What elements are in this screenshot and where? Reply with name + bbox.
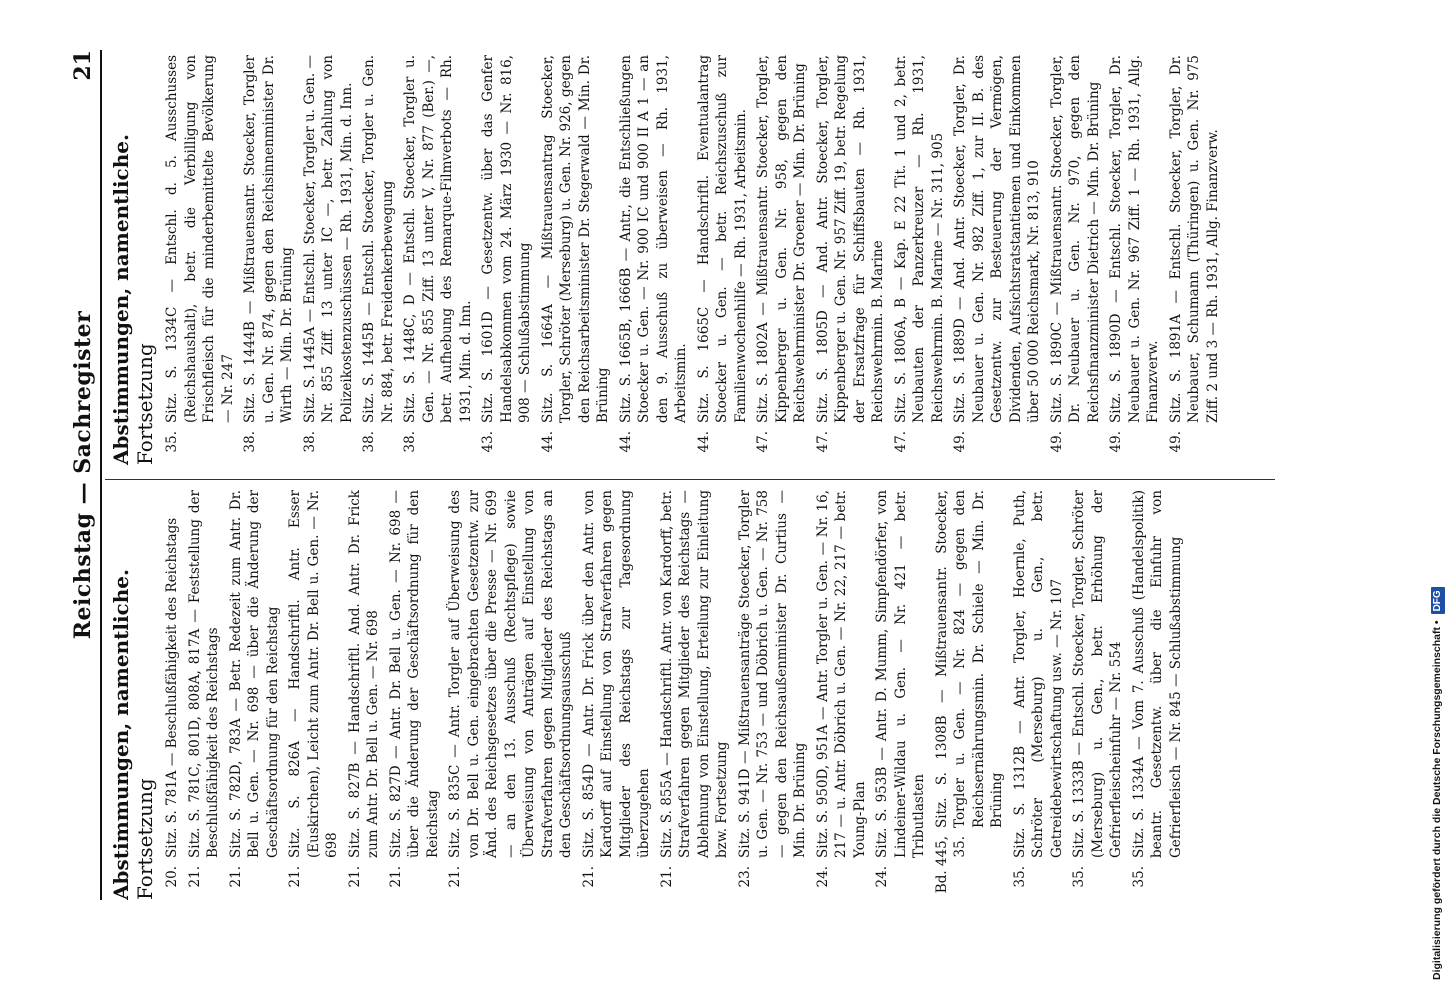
entry-text: Sitz. S. 1889D — And. Antr. Stoecker, Torgler, Dr. Neubauer u. Gen. Nr. 982 Ziff. 1, zur II. B. des Gesetzentw. zur Besteuerung der Vermögen, Dividenden, Aufsichtsratstantiemen und Einkommen über 50 000 Reichsmark, Nr. 813, 910 — [952, 55, 1042, 423]
section-title: Abstimmungen, namentliche. — [109, 569, 133, 900]
entry-session-number: 21. — [658, 866, 675, 888]
entry-text: Sitz. S. 1333B — Entschl. Stoecker, Torgler, Schröter (Merseburg) u. Gen., betr. Erhöhung der Gefrierfleischeinfuhr — Nr. 554 — [1071, 490, 1124, 858]
register-entry — [1048, 55, 1104, 465]
right-column — [105, 55, 1280, 465]
dfg-logo: DFG — [1431, 587, 1445, 614]
entry-text: Sitz. S. 1802A — Mißtrauensantr. Stoecker, Torgler, Kippenberger u. Gen. Nr. 958, gegen den Reichswehrminister Dr. Groener — Min. Dr. Brüning — [755, 55, 808, 423]
entry-text: Sitz. S. 1665C — Handschriftl. Eventualantrag Stoecker u. Gen. — betr. Reichszuschuß zur Familienwochenhilfe — Rh. 1931, Arbeitsmin. — [695, 55, 749, 423]
entry-session-number: 49. — [952, 431, 968, 453]
entry-text: Sitz. S. 1334C — Entschl. d. 5. Ausschusses (Reichshaushalt), betr. die Verbilligung von Frischfleisch für die minderbemittelte Bevölkerung — Nr. 247 — [164, 55, 236, 423]
entry-text: Sitz. S. 827D — Antr. Dr. Bell u. Gen. — Nr. 698 — über die Änderung der Geschäftsordnung für den Reichstag — [387, 490, 441, 858]
entry-text: Sitz. S. 782D, 783A — Betr. Redezeit zum Antr. Dr. Bell u. Gen. — Nr. 698 — über die Änderung der Geschäftsordnung für den Reichstag — [227, 490, 281, 858]
entry-session-number: 35. — [164, 431, 180, 453]
entry-text: Sitz. S. 781A — Beschlußfähigkeit des Reichstags — [164, 517, 180, 858]
entry-session-number: 44. — [617, 431, 634, 453]
entry-text: Sitz. S. 953B — Antr. D. Mumm, Simpfendörfer, von Lindeiner-Wildau u. Gen. — Nr. 421 — betr. Tributlasten — [874, 490, 927, 858]
register-entry — [186, 490, 223, 900]
section-heading — [109, 490, 157, 900]
register-entry — [227, 490, 283, 900]
section-title: Abstimmungen, namentliche. — [109, 134, 133, 465]
page-header — [70, 50, 100, 900]
entry-session-number: 21. — [186, 866, 203, 888]
entry-text: Sitz. S. 827B — Handschriftl. And. Antr. Dr. Frick zum Antr. Dr. Bell u. Gen. — Nr. 698 — [346, 490, 381, 858]
entry-list — [163, 55, 1222, 465]
section-heading — [109, 55, 157, 465]
entry-session-number: 21. — [346, 866, 363, 888]
register-entry — [1011, 490, 1067, 900]
entry-session-number: 24. — [874, 866, 890, 888]
entry-text: Sitz. S. 855A — Handschriftl. Antr. von Kardorff, betr. Strafverfahren gegen Mitglieder des Reichstags — Ablehnung von Einstellung, Erteilung zur Einleitung bzw. Fortsetzung — [658, 490, 730, 858]
page-number: 21 — [70, 50, 96, 81]
entry-session-number: 38. — [242, 431, 258, 453]
register-entry — [163, 55, 237, 465]
entry-text: Sitz. S. 781C, 801D, 808A, 817A — Feststellung der Beschlußfähigkeit des Reichstags — [186, 490, 221, 858]
header-rule — [100, 50, 102, 900]
entry-session-number: 49. — [1108, 431, 1124, 453]
register-entry — [387, 490, 443, 900]
register-entry — [695, 55, 751, 465]
register-entry — [446, 490, 576, 900]
register-entry — [286, 490, 342, 900]
entry-text: Sitz. S. 1334A — Vom 7. Ausschuß (Handelspolitik) beantr. Gesetzentw. über die Einfuhr von Gefrierfleisch — Nr. 845 — Schlußabstimmung — [1130, 490, 1184, 858]
entry-text: Sitz. S. 1806A, B — Kap. E 22 Tit. 1 und 2, betr. Neubauten der Panzerkreuzer — Rh. 1931, Reichswehrmin. B. Marine — Nr. 311, 905 — [892, 55, 946, 423]
entry-text: Sitz. S. 1665B, 1666B — Antr., die Entschließungen Stoecker u. Gen. — Nr. 900 IC und 900 II A 1 — an den 9. Ausschuß zu überweisen — Rh. 1931, Arbeitsmin. — [617, 55, 689, 423]
entry-text: Sitz. S. 1445A — Entschl. Stoecker, Torgler u. Gen. — Nr. 855 Ziff. 13 unter IC —, betr. Zahlung von Polizeikostenzuschüssen — Rh. 1931, Min. d. Inn. — [301, 55, 355, 423]
register-entry — [163, 490, 182, 900]
entry-session-number: 35. — [1011, 866, 1028, 888]
left-column — [105, 490, 1280, 900]
entry-text: Sitz. S. 1448C, D — Entschl. Stoecker, Torgler u. Gen. — Nr. 855 Ziff. 13 unter V, Nr. 877 (Ber.) —, betr. Aufhebung des Remarque-Filmverbots — Rh. 1931, Min. d. Inn. — [402, 55, 474, 423]
register-entry — [301, 55, 357, 465]
register-entry — [933, 490, 1007, 900]
entry-session-number: 38. — [361, 431, 377, 453]
entry-text: Sitz. S. 1664A — Mißtrauensantrag Stoecker, Torgler, Schröter (Merseburg) u. Gen. Nr. 926, gegen den Reichsarbeitsminister Dr. Stegerwald — Min. Dr. Brüning — [539, 55, 611, 423]
register-entry — [360, 55, 397, 465]
funding-text: Digitalisierung gefördert durch die Deutsche Forschungsgemeinschaft • — [1431, 620, 1443, 980]
entry-text: Sitz. S. 1445B — Entschl. Stoecker, Torgler u. Gen. Nr. 884, betr. Freidenkerbewegung — [361, 55, 396, 423]
entry-session-number: 24. — [814, 866, 831, 888]
column-divider — [105, 479, 1275, 480]
entry-session-number: 47. — [814, 431, 831, 453]
entry-text: Sitz. S. 826A — Handschriftl. Antr. Esser (Euskirchen), Leicht zum Antr. Dr. Bell u. Gen. — Nr. 698 — [287, 490, 340, 858]
funding-note — [1430, 20, 1445, 980]
entry-text: Sitz. S. 1805D — And. Antr. Stoecker, Torgler, Kippenberger u. Gen. Nr. 957 Ziff. 19, betr. Regelung der Ersatzfrage für Schiffsbauten — Rh. 1931, Reichswehrmin. B. Marine — [814, 55, 886, 423]
register-entry — [479, 55, 535, 465]
entry-text: Sitz. S. 1444B — Mißtrauensantr. Stoecker, Torgler u. Gen. Nr. 874, gegen den Reichsinnenminister Dr. Wirth — Min. Dr. Brüning — [242, 55, 295, 423]
section-continued: Fortsetzung — [133, 778, 157, 900]
register-entry — [1130, 490, 1186, 900]
entry-session-number: 47. — [892, 431, 909, 453]
register-entry — [617, 55, 691, 465]
entry-list — [163, 490, 1185, 900]
entry-text: Sitz. S. 1308B — Mißtrauensantr. Stoecker, Torgler u. Gen. — Nr. 824 — gegen den Reichsernährungsmin. Dr. Schiele — Min. Dr. Brüning — [933, 490, 1005, 828]
entry-session-number: 21. — [287, 866, 303, 888]
register-entry — [1070, 490, 1126, 900]
entry-session-number: 38. — [301, 431, 318, 453]
register-entry — [241, 55, 297, 465]
entry-session-number: 38. — [402, 431, 418, 453]
entry-session-number: 44. — [695, 431, 712, 453]
entry-text: Sitz. S. 1890C — Mißtrauensantr. Stoecker, Torgler, Dr. Neubauer u. Gen. Nr. 970, gegen den Reichsfinanzminister Dietrich — Min. Dr. Brüning — [1048, 55, 1102, 423]
entry-session-number: 21. — [447, 866, 463, 888]
register-entry — [1167, 55, 1223, 465]
register-entry — [539, 55, 613, 465]
entry-session-number: 20. — [164, 866, 180, 888]
register-entry — [951, 55, 1044, 465]
entry-text: Sitz. S. 1891A — Entschl. Stoecker, Torgler, Dr. Neubauer, Schumann (Thüringen) u. Gen. Nr. 975 Ziff. 2 und 3 — Rh. 1931, Allg. Finanzverw. — [1167, 55, 1221, 423]
running-title: Reichstag — Sachregister — [70, 310, 96, 640]
register-entry — [401, 55, 475, 465]
register-entry — [346, 490, 383, 900]
register-entry — [1107, 55, 1163, 465]
entry-text: Sitz. S. 1601D — Gesetzentw. über das Genfer Handelsabkommen vom 24. März 1930 — Nr. 816, 908 — Schlußabstimmung — [480, 55, 533, 423]
entry-session-number: 23. — [736, 866, 753, 888]
register-entry — [754, 55, 810, 465]
register-entry — [814, 490, 870, 900]
entry-text: Sitz. S. 854D — Antr. Dr. Frick über den Antr. von Kardorff auf Einstellung von Strafverfahren gegen Mitglieder des Reichstags zur Tagesordnung überzugehen — [580, 490, 652, 858]
register-entry — [873, 490, 929, 900]
section-continued: Fortsetzung — [133, 343, 157, 465]
entry-session-number: 44. — [539, 431, 556, 453]
entry-session-number: 21. — [580, 866, 597, 888]
register-entry — [814, 55, 888, 465]
funding-sidebar — [1408, 20, 1443, 980]
register-entry — [580, 490, 654, 900]
entry-session-number: 35. — [1130, 866, 1147, 888]
entry-text: Sitz. S. 950D, 951A — Antr. Torgler u. Gen. — Nr. 16, 217 — u. Antr. Döbrich u. Gen. — Nr. 22, 217 — betr. Young-Plan — [814, 490, 868, 858]
entry-session-number: 49. — [1048, 431, 1065, 453]
entry-text: Sitz. S. 1890D — Entschl. Stoecker, Torgler, Dr. Neubauer u. Gen. Nr. 967 Ziff. 1 — Rh. 1931, Allg. Finanzverw. — [1108, 55, 1161, 423]
entry-session-number: 21. — [387, 866, 404, 888]
entry-session-number: 21. — [227, 866, 244, 888]
register-entry — [736, 490, 810, 900]
register-entry — [892, 55, 948, 465]
register-entry — [658, 490, 732, 900]
entry-session-number: Bd. 445, 35. — [933, 836, 968, 894]
entry-text: Sitz. S. 1312B — Antr. Torgler, Hoernle, Puth, Schröter (Merseburg) u. Gen., betr. Getreidebewirtschaftung usw. — Nr. 107 — [1011, 490, 1065, 858]
entry-session-number: 43. — [480, 431, 496, 453]
entry-session-number: 47. — [755, 431, 771, 453]
entry-text: Sitz. S. 941D — Mißtrauensanträge Stoecker, Torgler u. Gen. — Nr. 753 — und Döbrich u. Gen. — Nr. 758 — gegen den Reichsaußenminister Dr. Curtius — Min. Dr. Brüning — [736, 490, 808, 858]
entry-session-number: 49. — [1167, 431, 1184, 453]
entry-session-number: 35. — [1071, 866, 1087, 888]
entry-text: Sitz. S. 835C — Antr. Torgler auf Überweisung des von Dr. Bell u. Gen. eingebrachten Gesetzentw. zur Änd. des Reichsgesetzes über die Presse — Nr. 699 — an den 13. Ausschuß (Rechtspflege) sowie Überweisung von Anträgen auf Einstellung von Strafverfahren gegen Mitglieder des Reichstags an den Geschäftsordnungsausschuß — [447, 490, 574, 858]
